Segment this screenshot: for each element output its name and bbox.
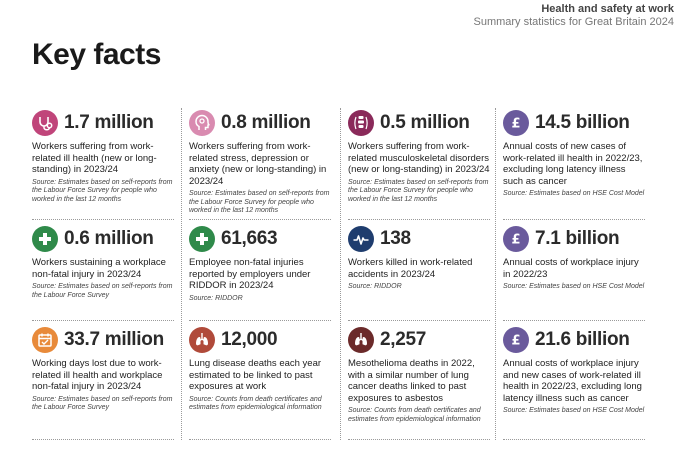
ill-health-icon (32, 110, 58, 136)
row-divider (503, 439, 645, 440)
fact-headline (348, 325, 490, 355)
key-facts-grid (32, 108, 668, 440)
fact-description: Mesothelioma deaths in 2022, with a similar number of lung cancer deaths linked to past exposures to asbestos (348, 358, 475, 404)
fact-headline (348, 224, 490, 254)
fact-source: Source: RIDDOR (348, 283, 402, 290)
row-divider (32, 320, 174, 321)
stress-head-icon (189, 110, 215, 136)
fact-value: 33.7 million (64, 329, 164, 350)
fact-description: Annual costs of workplace injury in 2022/23 (503, 257, 639, 280)
key-fact (503, 108, 645, 220)
key-fact (503, 325, 645, 440)
facts-column (348, 108, 490, 440)
row-divider (189, 439, 331, 440)
facts-column (189, 108, 331, 440)
row-divider (348, 320, 490, 321)
fact-description: Annual costs of workplace injury and new cases of work-related ill health in 2022/23, excluding long latency illness such as cancer (503, 358, 642, 404)
injury-cross-icon (32, 226, 58, 252)
row-divider (189, 320, 331, 321)
key-fact (189, 224, 331, 321)
key-fact (189, 108, 331, 220)
fact-source: Source: Estimates based on self-reports from the Labour Force Survey (32, 395, 173, 412)
fact-value: 0.6 million (64, 228, 154, 249)
column-divider (340, 108, 341, 440)
fact-value: 7.1 billion (535, 228, 620, 249)
fact-headline (32, 325, 174, 355)
row-divider (348, 219, 490, 220)
key-fact (503, 224, 645, 321)
fact-headline (189, 325, 331, 355)
fact-value: 21.6 billion (535, 329, 630, 350)
fact-value: 12,000 (221, 329, 278, 350)
key-fact (32, 108, 174, 220)
fact-description: Workers suffering from work-related ill health (new or long-standing) in 2023/24 (32, 141, 157, 175)
lungs-icon (348, 327, 374, 353)
fact-headline (503, 108, 645, 138)
fact-value: 61,663 (221, 228, 278, 249)
key-fact (348, 108, 490, 220)
pound-icon (503, 327, 529, 353)
report-title: Health and safety at work (541, 3, 674, 15)
fact-source: Source: Estimates based on HSE Cost Model (503, 190, 645, 197)
spine-icon (348, 110, 374, 136)
fact-description: Workers suffering from work-related stress, depression or anxiety (new or long-standing) in 2023/24 (189, 141, 327, 187)
fact-source: Source: Estimates based on self-reports from the Labour Force Survey (32, 283, 173, 299)
fact-source: Source: Estimates based on HSE Cost Model (503, 283, 645, 290)
fact-description: Workers killed in work-related accidents in 2023/24 (348, 257, 473, 280)
fact-source: Source: Estimates based on HSE Cost Model (503, 407, 645, 414)
row-divider (348, 439, 490, 440)
key-fact (348, 325, 490, 440)
fact-source: Source: Estimates based on self-reports from the Labour Force Survey for people who worked in the last 12 months (189, 190, 330, 215)
calendar-icon (32, 327, 58, 353)
svg-text:£: £ (511, 116, 521, 132)
fact-description: Lung disease deaths each year estimated to be linked to past exposures at work (189, 358, 322, 392)
pound-icon (503, 110, 529, 136)
column-divider (181, 108, 182, 440)
fact-source: Source: Counts from death certificates and estimates from epidemiological information (348, 407, 481, 423)
key-fact (32, 325, 174, 440)
fact-headline (32, 224, 174, 254)
fact-value: 138 (380, 228, 411, 249)
fact-headline (348, 108, 490, 138)
pound-icon (503, 226, 529, 252)
report-subtitle: Summary statistics for Great Britain 2024 (473, 16, 674, 28)
fact-source: Source: Estimates based on self-reports from the Labour Force Survey for people who worked in the last 12 months (32, 178, 173, 203)
fact-headline (503, 224, 645, 254)
fact-headline (503, 325, 645, 355)
key-fact (32, 224, 174, 321)
fact-description: Working days lost due to work-related ill health and workplace non-fatal injury in 2023/24 (32, 358, 163, 392)
lungs-icon (189, 327, 215, 353)
facts-column (32, 108, 174, 440)
fact-description: Employee non-fatal injuries reported by employers under RIDDOR in 2023/24 (189, 257, 311, 291)
key-fact (348, 224, 490, 321)
fact-description: Annual costs of new cases of work-related ill health in 2022/23, excluding long latency illness such as cancer (503, 141, 643, 187)
svg-text:£: £ (511, 232, 521, 248)
heartbeat-icon (348, 226, 374, 252)
row-divider (32, 219, 174, 220)
fact-source: Source: Counts from death certificates and estimates from epidemiological information (189, 395, 322, 412)
fact-value: 1.7 million (64, 112, 154, 133)
fact-value: 2,257 (380, 329, 427, 350)
fact-value: 0.5 million (380, 112, 470, 133)
fact-source: Source: Estimates based on self-reports from the Labour Force Survey for people who worked in the last 12 months (348, 178, 489, 203)
page-title: Key facts (32, 38, 161, 71)
fact-headline (189, 224, 331, 254)
key-fact (189, 325, 331, 440)
row-divider (503, 219, 645, 220)
fact-source: Source: RIDDOR (189, 294, 243, 302)
fact-headline (189, 108, 331, 138)
fact-value: 0.8 million (221, 112, 311, 133)
fact-value: 14.5 billion (535, 112, 630, 133)
facts-column (503, 108, 645, 440)
injury-cross-icon (189, 226, 215, 252)
row-divider (32, 439, 174, 440)
column-divider (495, 108, 496, 440)
svg-text:£: £ (511, 333, 521, 349)
row-divider (503, 320, 645, 321)
row-divider (189, 219, 331, 220)
report-header (473, 3, 674, 29)
fact-description: Workers sustaining a workplace non-fatal injury in 2023/24 (32, 257, 166, 280)
fact-headline (32, 108, 174, 138)
fact-description: Workers suffering from work-related musculoskeletal disorders (new or long-standing) in 2023/24 (348, 141, 490, 175)
